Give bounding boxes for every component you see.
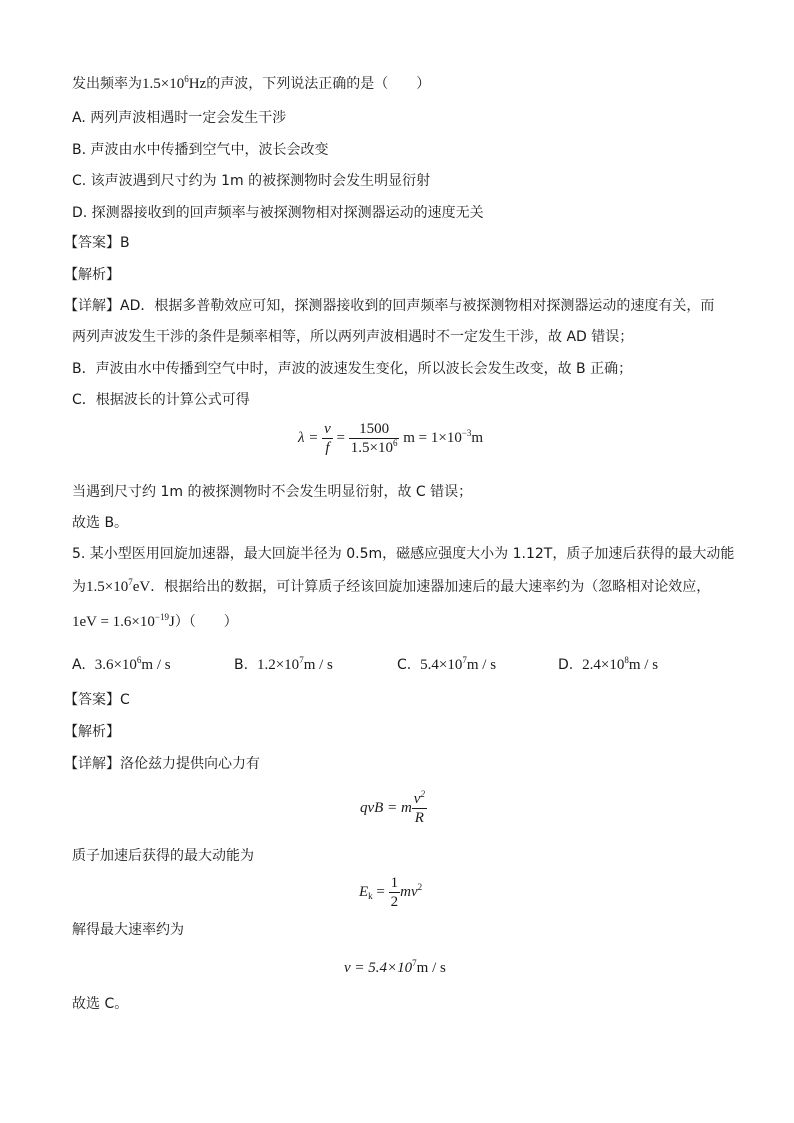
q5-option-d: D. $2.4\times 10^8m / s$ <box>558 655 659 673</box>
q4-wavelength-equation: λ = $\frac{v}{f}$ = $\frac{1500}{1.5\times 10^6}$ $m = 1\times 10^{-3}m$ <box>298 421 484 456</box>
q4-conclusion: 故选 B。 <box>72 515 129 531</box>
q5-kinetic-energy-equation: $E_k$ = $\frac{1}{2}$ $mv^2$ <box>359 875 423 910</box>
q5-option-c: C. $5.4\times 10^7m / s$ <box>397 655 497 673</box>
q5-speed-result: $v = 5.4\times 10^7m / s$ <box>344 958 446 976</box>
q4-option-b: B. 声波由水中传播到空气中，波长会改变 <box>72 142 329 158</box>
q5-max-energy: $1.5\times 10^7eV$ <box>86 577 151 595</box>
q4-answer: 【答案】B <box>64 235 130 251</box>
q4-detail-line2: 两列声波发生干涉的条件是频率相等，所以两列声波相遇时不一定发生干涉，故 AD 错误； <box>72 329 634 345</box>
q5-lorentz-equation: qvB = m $\frac{v^2}{R}$ <box>360 789 425 826</box>
q4-option-a: A. 两列声波相遇时一定会发生干涉 <box>72 110 287 126</box>
q5-stem-line1: 5. 某小型医用回旋加速器，最大回旋半径为 0.5m，磁感应强度大小为 1.12T，质子加速后获得的最大动能 <box>72 546 735 562</box>
q4-option-c: C. 该声波遇到尺寸约为 1m 的被探测物时会发生明显衍射 <box>72 173 431 189</box>
q4-analysis-heading: 【解析】 <box>64 267 120 283</box>
q5-detail-line2: 质子加速后获得的最大动能为 <box>72 848 254 864</box>
q4-detail-line3: B．声波由水中传播到空气中时，声波的波速发生变化，所以波长会发生改变，故 B 正确； <box>72 361 633 377</box>
q5-analysis-heading: 【解析】 <box>64 724 120 740</box>
q5-detail-line3: 解得最大速率约为 <box>72 922 184 938</box>
q5-answer: 【答案】C <box>64 692 130 708</box>
q4-detail-line4: C．根据波长的计算公式可得 <box>72 392 250 408</box>
q4-stem <box>72 74 430 94</box>
q4-frequency: $1.5\times 10^6Hz$ <box>142 74 207 92</box>
q4-detail-line1: 【详解】AD．根据多普勒效应可知，探测器接收到的回声频率与被探测物相对探测器运动的速度有关，而 <box>64 298 715 314</box>
q5-ev-conversion: $1eV = 1.6\times 10^{-19}J$ <box>72 612 175 630</box>
q5-option-a: A. $3.6\times 10^6m / s$ <box>72 655 171 673</box>
q4-stem-end: 的声波，下列说法正确的是（ ） <box>206 76 431 92</box>
q5-stem-line2: 为$1.5\times 10^7eV$．根据给出的数据，可计算质子经该回旋加速器加速后的最大速率约为（忽略相对论效应， <box>72 577 711 595</box>
q4-stem-text: 发出频率为 <box>72 76 142 92</box>
q4-detail-line5: 当遇到尺寸约 1m 的被探测物时不会发生明显衍射，故 C 错误； <box>72 484 473 500</box>
q5-stem-line3: $1eV = 1.6\times 10^{-19}J$）（ ） <box>72 612 238 630</box>
q5-conclusion: 故选 C。 <box>72 996 129 1012</box>
q5-option-b: B. $1.2\times 10^7m / s$ <box>234 655 333 673</box>
q4-option-d: D. 探测器接收到的回声频率与被探测物相对探测器运动的速度无关 <box>72 205 484 221</box>
q5-detail-line1: 【详解】洛伦兹力提供向心力有 <box>64 756 260 772</box>
